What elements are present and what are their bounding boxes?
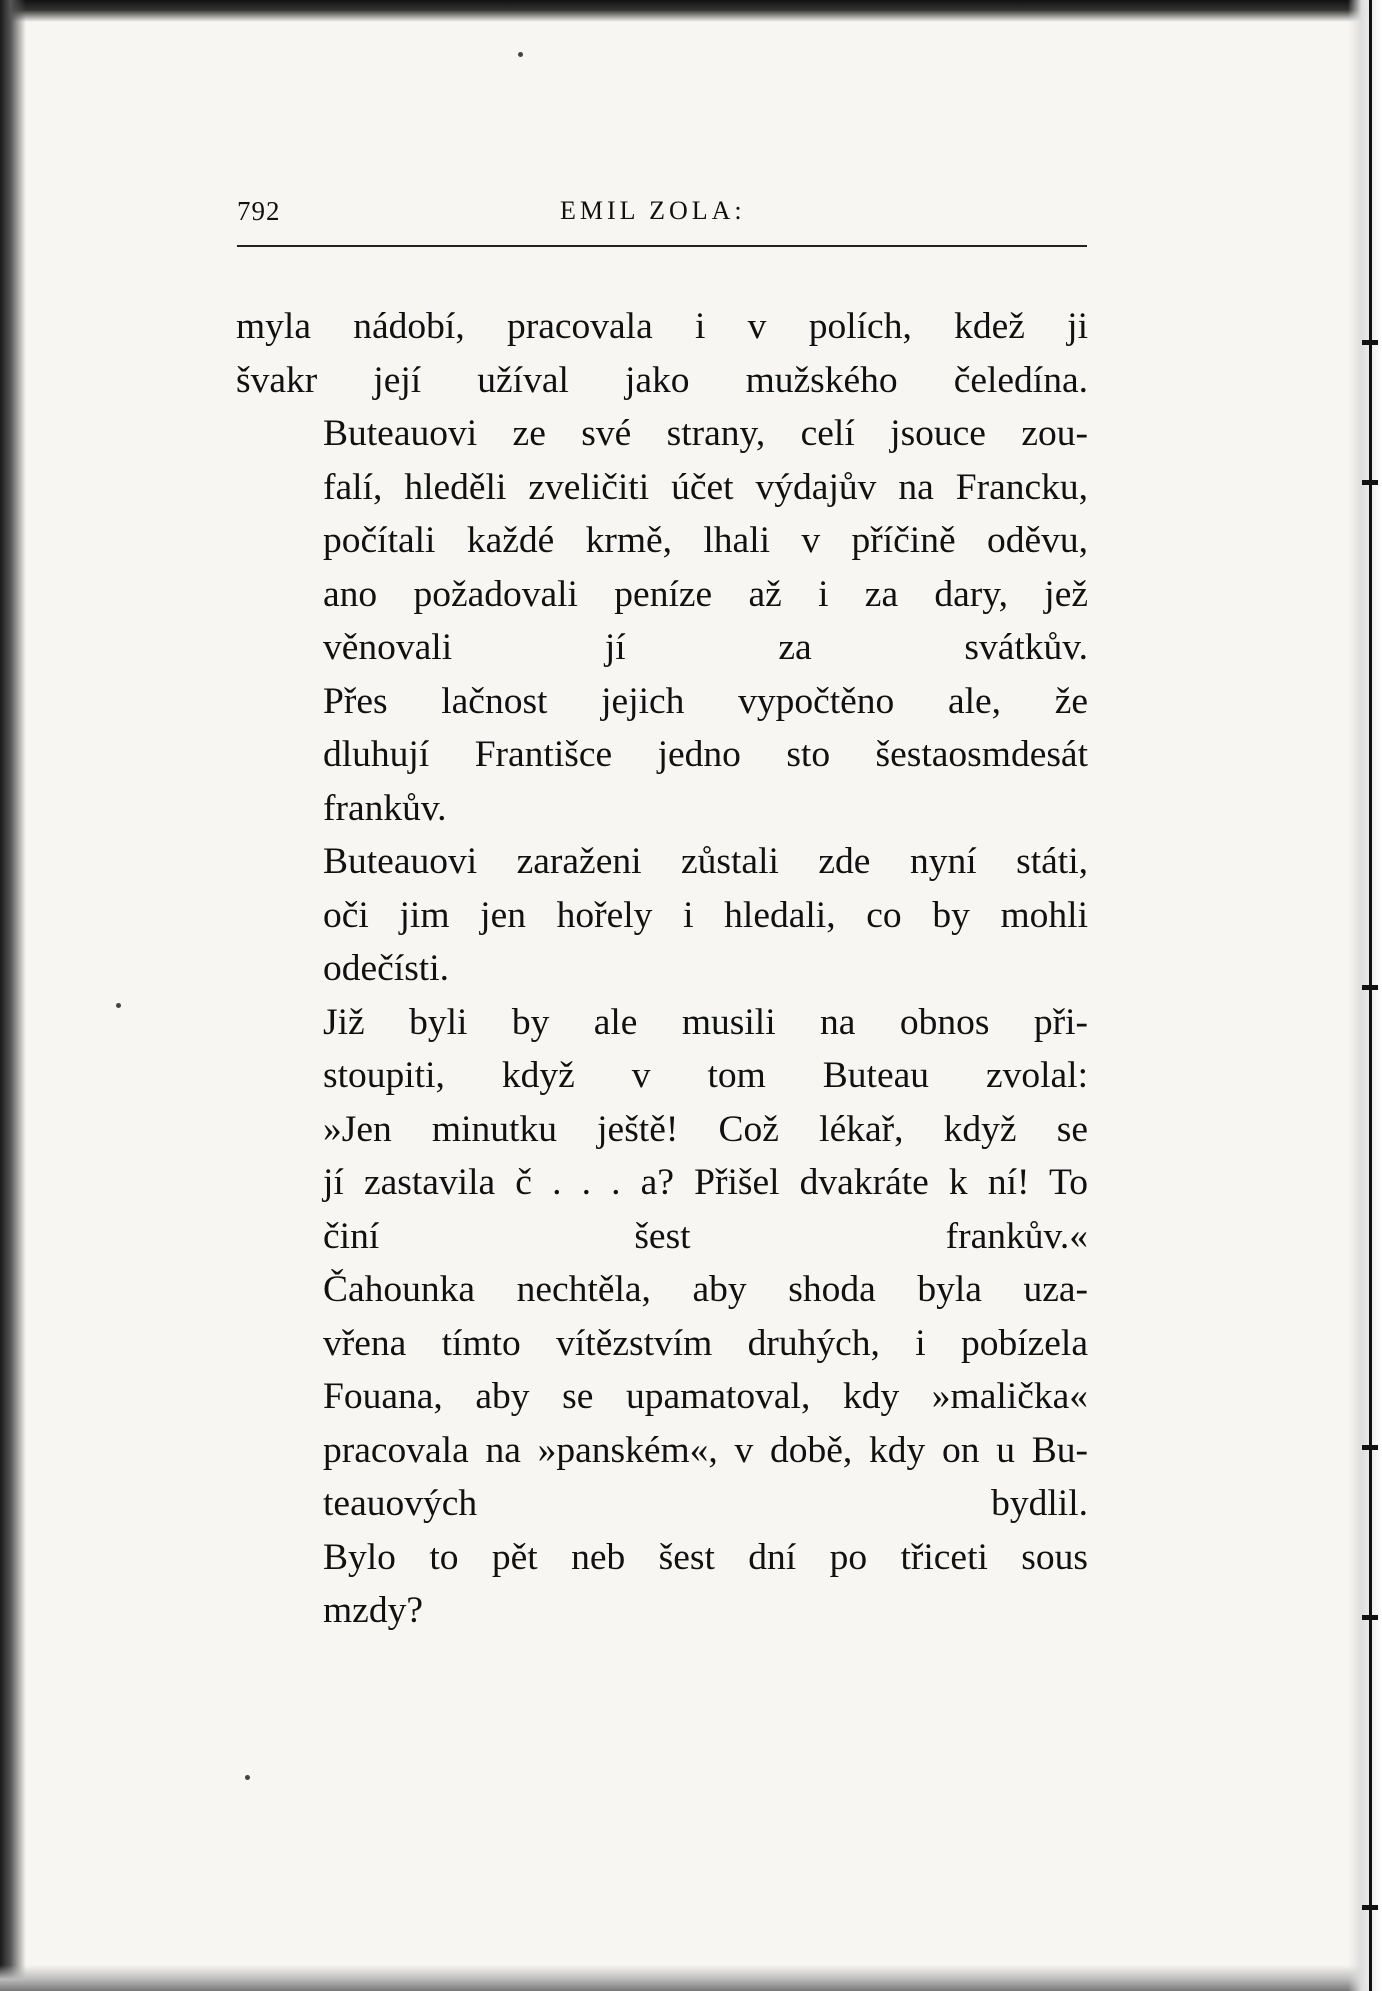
- text-line: jí zastavila č . . . a? Přišel dvakráte k ní! To: [323, 1162, 1088, 1203]
- scan-speck: [116, 1003, 121, 1008]
- page-number: 792: [237, 196, 281, 226]
- text-line: Buteauovi zaraženi zůstali zde nyní státi,: [323, 841, 1088, 882]
- paragraph: [236, 675, 1088, 836]
- paragraph: [236, 1263, 1088, 1531]
- scan-edge-right: [1348, 0, 1382, 1991]
- text-line: švakr její užíval jako mužského čeledína.: [236, 359, 1088, 401]
- text-line: myla nádobí, pracovala i v polích, kdež ji: [236, 306, 1088, 347]
- page-header: [237, 196, 1087, 236]
- binding-mark: [1362, 985, 1378, 990]
- scan-edge-left: [0, 0, 26, 1991]
- text-line: odečísti.: [323, 948, 450, 989]
- text-line: stoupiti, když v tom Buteau zvolal:: [323, 1055, 1088, 1096]
- text-line: Již byli by ale musili na obnos při-: [323, 1001, 1088, 1043]
- text-line: »Jen minutku ještě! Což lékař, když se: [323, 1108, 1088, 1150]
- scan-edge-bottom: [0, 1965, 1382, 1991]
- paragraph: [236, 407, 1088, 675]
- binding-mark: [1362, 1615, 1378, 1620]
- text-line: Čahounka nechtěla, aby shoda byla uza-: [323, 1269, 1088, 1310]
- text-line: pracovala na »panském«, v době, kdy on u Bu-: [323, 1429, 1088, 1471]
- binding-mark: [1362, 1905, 1378, 1910]
- binding-mark: [1362, 1445, 1378, 1450]
- text-line: falí, hleděli zveličiti účet výdajův na Francku,: [323, 466, 1088, 508]
- text-line: vřena tímto vítězstvím druhých, i pobízela: [323, 1322, 1088, 1364]
- text-line: teauových bydlil.: [323, 1483, 1088, 1524]
- text-line: frankův.: [323, 787, 447, 829]
- text-line: dluhují Františce jedno sto šestaosmdesát: [323, 734, 1088, 775]
- text-line: Bylo to pět neb šest dní po třiceti sous: [323, 1536, 1088, 1578]
- text-line: Buteauovi ze své strany, celí jsouce zou-: [323, 413, 1088, 454]
- binding-mark: [1362, 480, 1378, 485]
- header-rule: [237, 245, 1087, 247]
- paragraph: [236, 996, 1088, 1103]
- running-head: EMIL ZOLA:: [560, 196, 746, 225]
- text-line: činí šest frankův.«: [323, 1215, 1088, 1257]
- text-line: Přes lačnost jejich vypočtěno ale, že: [323, 680, 1088, 722]
- paragraph: [236, 1103, 1088, 1264]
- binding-line: [1369, 0, 1372, 1991]
- text-line: ano požadovali peníze až i za dary, jež: [323, 573, 1088, 615]
- scan-edge-top: [0, 0, 1382, 22]
- text-line: počítali každé krmě, lhali v příčině oděvu,: [323, 520, 1088, 561]
- text-line: mzdy?: [323, 1590, 423, 1631]
- scan-speck: [518, 52, 523, 57]
- text-line: Fouana, aby se upamatoval, kdy »malička«: [323, 1376, 1088, 1417]
- body-text: [236, 300, 1088, 1638]
- text-line: oči jim jen hořely i hledali, co by mohli: [323, 894, 1088, 936]
- paragraph: [236, 300, 1088, 407]
- paragraph: [236, 835, 1088, 996]
- scan-speck: [245, 1775, 250, 1780]
- text-line: věnovali jí za svátkův.: [323, 627, 1088, 668]
- paragraph: [236, 1531, 1088, 1638]
- binding-mark: [1362, 340, 1378, 345]
